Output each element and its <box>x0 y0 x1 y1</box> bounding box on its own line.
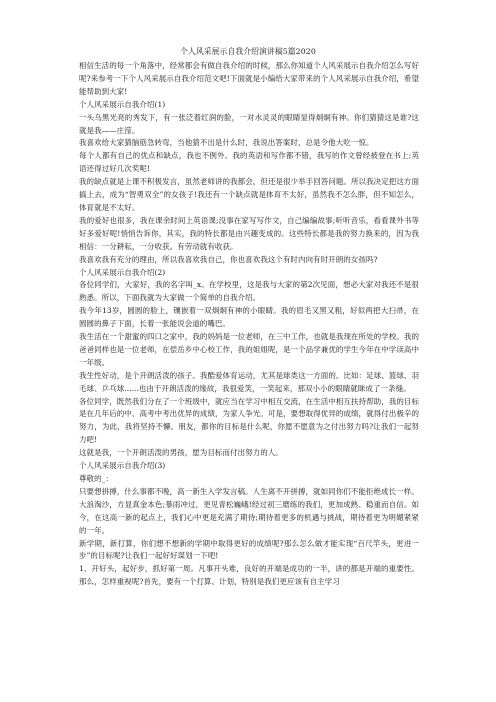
paragraph: 1、开好头，起好步，抓好第一周。凡事开头难，良好的开端是成功的一半，讲的都是开端的重要性。那么，怎样重视呢?首先，要有一个打算、计划，特别是我们更应该有自主学习 <box>79 564 419 587</box>
paragraph: 这就是我，一个开朗活泼的男孩，愿为目标而付出努力的人。 <box>79 448 283 458</box>
section-heading-3: 个人风采展示自我介绍(3) <box>79 461 166 471</box>
section-heading-1: 个人风采展示自我介绍(1) <box>79 99 166 109</box>
paragraph: 我喜欢给大家猜脑筋急转弯，当他猜不出是什么时，我说出答案时，总是令他大吃一惊。 <box>79 138 374 148</box>
document-title: 个人风采展示自我介绍演讲稿5篇2020 <box>180 47 316 56</box>
paragraph: 我生活在一个甜蜜的四口之家中，我的妈妈是一位老师，在三中工作，也就是我现在所处的学校。我的爸爸同样也是一位老师，在偿岳乡中心校工作，我的姐姐呢，是一个品学兼优的学生今年在中学读高中一年级。 <box>79 332 419 367</box>
paragraph: 我喜欢我有充分的理由，所以我喜欢我自己，你也喜欢我这个有时内向有时开朗的女孩吗? <box>79 254 378 264</box>
section-heading-2: 个人风采展示自我介绍(2) <box>79 267 166 277</box>
paragraph: 我的爱好也很多，我在课余时间上英语课;没事在家写写作文，自己编编故事;听听音乐，看看课外书等好多爱好呢!悄悄告诉你，其实，我的特长都是由兴趣变成的。这些特长都是我的努力换来的，因为我相信：一分耕耘，一分收获。有劳动就有收获。 <box>79 215 419 251</box>
paragraph: 新学期，新打算，你们想不想新的学期中取得更好的成绩呢?那么怎么做才能实现“百尺竿头，更进一步”的目标呢?让我们一起好好谋划一下吧! <box>79 538 419 561</box>
paragraph: 只要想拼搏，什么事都不晚，高一新生入学发言稿。人生离不开拼搏，就如同你们不能拒绝成长一样。 <box>79 486 419 496</box>
paragraph: 一头乌黑光亮的秀发下，有一张泛着红润的脸，一对水灵灵的眼睛显得炯炯有神。你们猜猜这是谁?这就是我——庄滢。 <box>79 112 419 135</box>
paragraph: 各位同学们，大家好，我的名字叫_x。在学校里，这是我与大家的第2次见面，想必大家对我还不是很熟悉。所以，下面我就为大家做一个简单的自我介绍。 <box>79 280 419 303</box>
salutation: 尊敬的_： <box>79 474 113 483</box>
paragraph: 每个人都有自己的优点和缺点，我也不例外。我的英语和写作都不错，我写的作文曾经被登在书上;英语还得过好几次奖呢! <box>79 151 419 174</box>
paragraph: 我今年13岁，圆圆的脸上，镶嵌着一双炯炯有神的小眼睛。我的眉毛又黑又粗，好似两把大扫帚，在圆圆的鼻子下面，长着一张能说会道的嘴巴。 <box>79 306 419 329</box>
document-body <box>79 60 419 589</box>
paragraph: 大浪淘沙，方显真金本色;暴雨冲过，更见青松巍峨!经过初三磨练的我们，更加成熟、稳重而自信。如今，在这高一新的起点上，我们心中更是充满了期待;期待着更多的机遇与挑战，期待着更为明媚紧紧的一年。 <box>79 499 419 535</box>
paragraph: 各位同学，既然我们分在了一个班级中，就应当在学习中相互交流，在生活中相互扶持帮助，我的目标是在几年后的中、高考中考出优异的成绩，为家人争光。可是，要想取得优异的成绩，就得付出极辛的努力，为此，我将坚持不懈。朋友，都你的目标是什么呢，你愿不愿意为之付出努力吗?让我们一起努力吧! <box>79 396 419 445</box>
paragraph: 我的缺点就是上课不积极发言，虽然老师讲的我都会，但还是很少举手回答问题。所以我决定把这方面搞上去，成为“智勇双全”的女孩子!我还有一个缺点就是体育不太好，虽然我不怎么胖，但不知怎么，体育就是不太好。 <box>79 177 419 212</box>
paragraph-intro: 相信生活的每一个角落中，经常都会有做自我介绍的时候，那么你知道个人风采展示自我介绍怎么写好呢?来参考一下个人风采展示自我介绍范文吧!下面就是小编给大家带来的个人风采展示自我介绍，希望能帮助到大家! <box>79 61 419 96</box>
paragraph: 我生性好动，是个开朗活泼的孩子。我酷爱体育运动，尤其是球类这一方面的。比如：足球、篮球、羽毛球、乒乓球......也由于开朗活泼的缘故，我很爱笑，一笑起来，那双小小的眼睛就眯成了一条缝。 <box>79 370 419 393</box>
